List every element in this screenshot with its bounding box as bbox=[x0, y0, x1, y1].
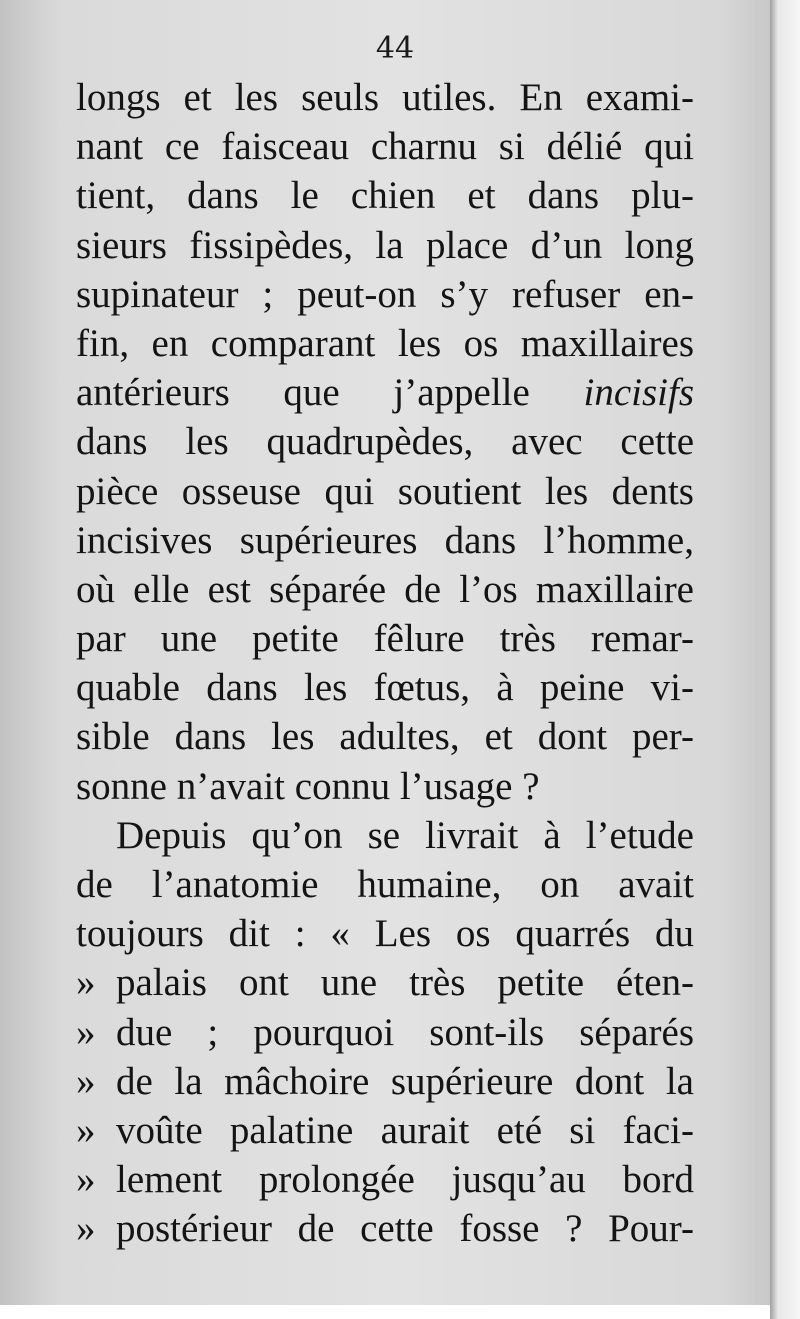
quoted-line: » voûte palatine aurait eté si faci- bbox=[76, 1106, 694, 1155]
text-line: sible dans les adultes, et dont per- bbox=[76, 715, 694, 759]
text-line: fin, en comparant les os maxillaires bbox=[76, 321, 694, 365]
quote-mark: » bbox=[76, 1059, 96, 1103]
text-line: tient, dans le chien et dans plu- bbox=[76, 174, 694, 218]
text-line: sieurs fissipèdes, la place d’un long bbox=[76, 223, 694, 267]
text-line: Depuis qu’on se livrait à l’etude bbox=[116, 813, 694, 857]
quoted-line: » de la mâchoire supérieure dont la bbox=[76, 1057, 694, 1106]
text-line: de l’anatomie humaine, on avait bbox=[76, 863, 694, 906]
text-line: toujours dit : « Les os quarrés du bbox=[76, 912, 694, 956]
quoted-line: » lement prolongée jusqu’au bord bbox=[76, 1155, 694, 1204]
text-line: supinateur ; peut-on s’y refuser en- bbox=[76, 272, 694, 316]
text-line: par une petite fêlure très remar- bbox=[76, 617, 694, 661]
page-number: 44 bbox=[375, 31, 415, 66]
text-line: dans les quadrupèdes, avec cette bbox=[76, 420, 694, 464]
text-line: sonne n’avait connu l’usage ? bbox=[76, 764, 540, 808]
text-line: longs et les seuls utiles. En exami- bbox=[76, 76, 694, 119]
body-text bbox=[76, 73, 694, 1254]
text-line: pièce osseuse qui soutient les dents bbox=[76, 469, 694, 513]
text-line: incisives supérieures dans l’homme, bbox=[76, 518, 694, 562]
quote-mark: » bbox=[76, 1108, 96, 1152]
quote-mark: » bbox=[76, 1158, 96, 1202]
quoted-line: » due ; pourquoi sont-ils séparés bbox=[76, 1008, 694, 1057]
quote-mark: » bbox=[76, 1207, 96, 1251]
text-line: nant ce faisceau charnu si délié qui bbox=[76, 125, 694, 169]
quote-mark: » bbox=[76, 961, 96, 1005]
italic-term: incisifs bbox=[583, 371, 694, 415]
quoted-line: » palais ont une très petite éten- bbox=[76, 958, 694, 1007]
quote-mark: » bbox=[76, 1010, 96, 1054]
text-line: où elle est séparée de l’os maxillaire bbox=[76, 567, 694, 611]
quoted-line: » postérieur de cette fosse ? Pour- bbox=[76, 1204, 694, 1253]
text-line: antérieurs que j’appelle incisifs bbox=[76, 371, 694, 415]
page-edge bbox=[770, 0, 800, 1319]
text-line: quable dans les fœtus, à peine vi- bbox=[76, 666, 694, 710]
